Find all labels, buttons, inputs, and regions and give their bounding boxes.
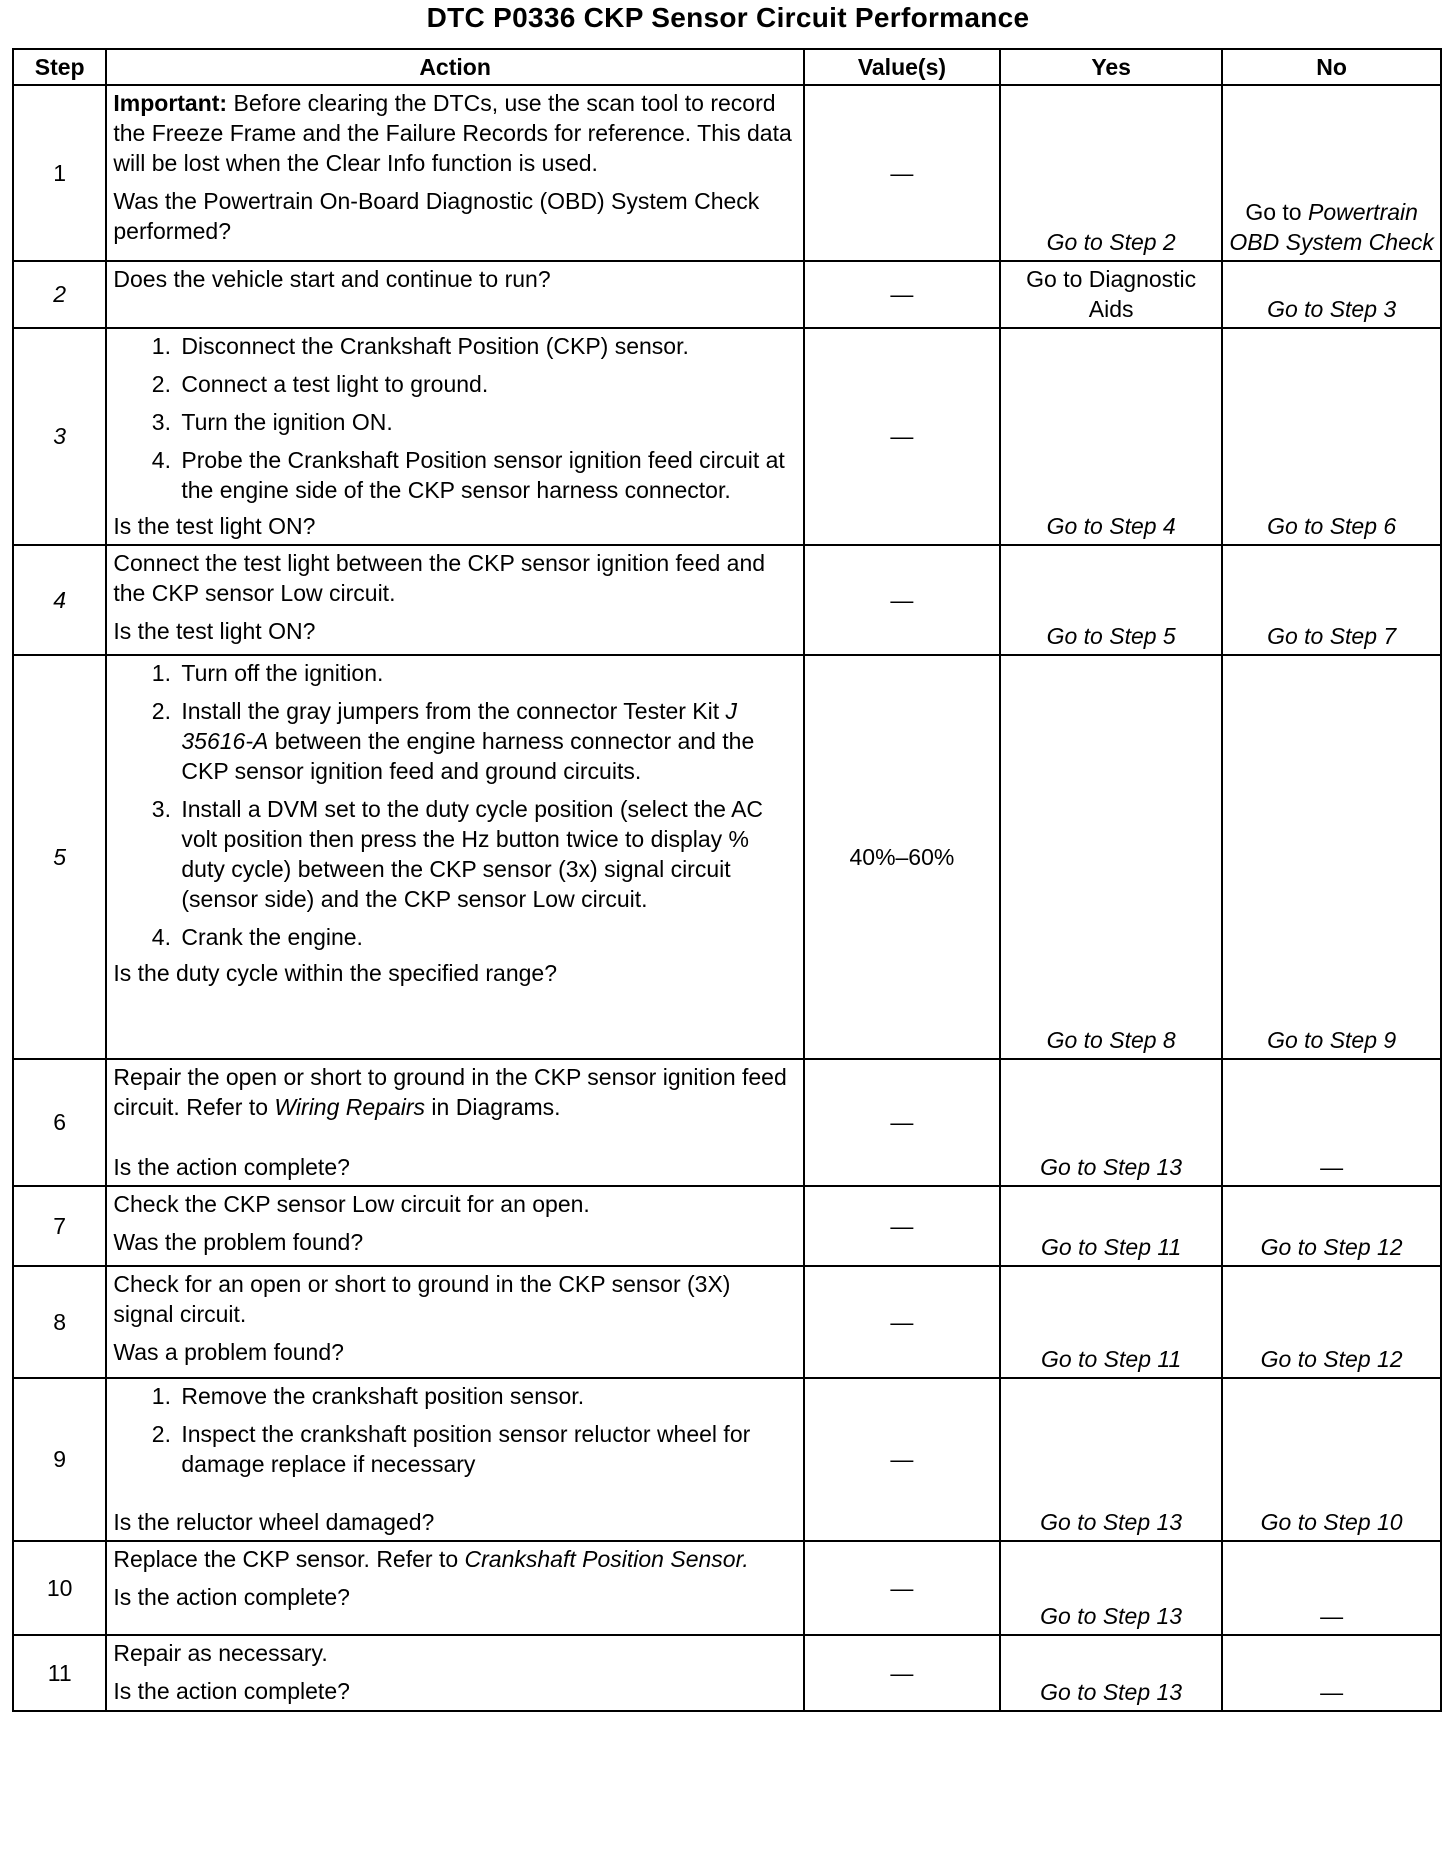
- step-number: 3: [13, 328, 106, 545]
- table-header-row: [13, 49, 1441, 85]
- step-number: 7: [13, 1186, 106, 1266]
- value-cell: —: [804, 1378, 1000, 1541]
- no-link[interactable]: Go to Step 9: [1222, 655, 1441, 1059]
- table-row: [13, 1541, 1441, 1635]
- step-number: 5: [13, 655, 106, 1059]
- step-number: 9: [13, 1378, 106, 1541]
- table-row: [13, 1266, 1441, 1378]
- step-number: 6: [13, 1059, 106, 1186]
- important-text: Before clearing the DTCs, use the scan tool to record the Freeze Frame and the Failure Records for reference. This data will be lost when the Clear Info function is used.: [113, 90, 792, 176]
- action-text: Check for an open or short to ground in the CKP sensor (3X) signal circuit.: [113, 1271, 731, 1327]
- step-number: 4: [13, 545, 106, 655]
- step-number: 2: [13, 261, 106, 328]
- action-cell: [106, 545, 803, 655]
- procedure-item-text: between the engine harness connector and the CKP sensor ignition feed and ground circuits.: [181, 728, 755, 784]
- procedure-list: [113, 331, 796, 505]
- important-note: [113, 88, 796, 178]
- no-link[interactable]: Go to Step 12: [1222, 1186, 1441, 1266]
- action-text: [113, 1062, 796, 1122]
- procedure-item: 1. Disconnect the Crankshaft Position (CKP) sensor.: [177, 331, 796, 361]
- no-link[interactable]: Go to Step 6: [1222, 328, 1441, 545]
- procedure-list: [113, 1381, 796, 1479]
- action-question: Is the duty cycle within the specified range?: [113, 960, 558, 986]
- procedure-item: [177, 696, 796, 786]
- action-text-part: in Diagrams.: [425, 1094, 561, 1120]
- no-cell: —: [1222, 1059, 1441, 1186]
- action-question: Is the action complete?: [113, 1154, 350, 1180]
- value-cell: —: [804, 328, 1000, 545]
- value-cell: 40%–60%: [804, 655, 1000, 1059]
- action-text: Check the CKP sensor Low circuit for an open.: [113, 1191, 590, 1217]
- procedure-item: 4. Probe the Crankshaft Position sensor ignition feed circuit at the engine side of the CKP sensor harness connector.: [177, 445, 796, 505]
- action-cell: [106, 1266, 803, 1378]
- yes-link[interactable]: Go to Step 5: [1000, 545, 1222, 655]
- table-row: [13, 1635, 1441, 1711]
- value-cell: —: [804, 1059, 1000, 1186]
- spacer: [113, 1130, 796, 1152]
- header-step: Step: [13, 49, 106, 85]
- yes-link[interactable]: Go to Step 4: [1000, 328, 1222, 545]
- procedure-item: 1. Remove the crankshaft position sensor.: [177, 1381, 796, 1411]
- action-question: Is the test light ON?: [113, 618, 316, 644]
- action-cell: [106, 85, 803, 261]
- action-question: Is the test light ON?: [113, 513, 316, 539]
- value-cell: —: [804, 1541, 1000, 1635]
- action-text: [113, 1544, 796, 1574]
- step-number: 10: [13, 1541, 106, 1635]
- no-link[interactable]: Go to Step 10: [1222, 1378, 1441, 1541]
- no-link[interactable]: Go to Step 12: [1222, 1266, 1441, 1378]
- yes-link[interactable]: Go to Step 13: [1000, 1541, 1222, 1635]
- action-question: Does the vehicle start and continue to run?: [113, 266, 551, 292]
- value-cell: —: [804, 1635, 1000, 1711]
- reference-link[interactable]: Crankshaft Position Sensor.: [464, 1546, 749, 1572]
- step-number: 11: [13, 1635, 106, 1711]
- table-row: [13, 85, 1441, 261]
- header-no: No: [1222, 49, 1441, 85]
- action-text-part: Replace the CKP sensor. Refer to: [113, 1546, 465, 1572]
- yes-link[interactable]: Go to Step 13: [1000, 1059, 1222, 1186]
- no-cell: —: [1222, 1635, 1441, 1711]
- action-cell: [106, 1059, 803, 1186]
- action-question: Is the action complete?: [113, 1678, 350, 1704]
- step-number: 8: [13, 1266, 106, 1378]
- action-cell: [106, 1186, 803, 1266]
- action-question: Was the problem found?: [113, 1229, 364, 1255]
- header-yes: Yes: [1000, 49, 1222, 85]
- no-link[interactable]: Go to Step 7: [1222, 545, 1441, 655]
- action-question: Is the reluctor wheel damaged?: [113, 1509, 435, 1535]
- procedure-item: 3. Turn the ignition ON.: [177, 407, 796, 437]
- procedure-item: 2. Connect a test light to ground.: [177, 369, 796, 399]
- table-row: [13, 545, 1441, 655]
- no-link-target: Powertrain OBD System Check: [1229, 199, 1434, 255]
- no-link[interactable]: Go to Step 3: [1222, 261, 1441, 328]
- value-cell: —: [804, 261, 1000, 328]
- yes-link[interactable]: Go to Step 13: [1000, 1635, 1222, 1711]
- no-link-prefix: Go to: [1245, 199, 1308, 225]
- yes-link[interactable]: Go to Step 11: [1000, 1266, 1222, 1378]
- value-cell: —: [804, 85, 1000, 261]
- action-question: Is the action complete?: [113, 1584, 350, 1610]
- action-question: Was the Powertrain On-Board Diagnostic (OBD) System Check performed?: [113, 188, 760, 244]
- table-row: [13, 655, 1441, 1059]
- no-link[interactable]: [1222, 85, 1441, 261]
- yes-link[interactable]: Go to Step 2: [1000, 85, 1222, 261]
- table-row: [13, 261, 1441, 328]
- action-cell: [106, 1378, 803, 1541]
- procedure-item-text: Install the gray jumpers from the connector Tester Kit: [181, 698, 726, 724]
- spacer: [113, 1485, 796, 1507]
- diagnostic-table: [12, 48, 1442, 1712]
- action-cell: [106, 1635, 803, 1711]
- action-text: Connect the test light between the CKP sensor ignition feed and the CKP sensor Low circuit.: [113, 550, 766, 606]
- table-row: [13, 1378, 1441, 1541]
- yes-link[interactable]: Go to Diagnostic Aids: [1000, 261, 1222, 328]
- action-cell: [106, 1541, 803, 1635]
- procedure-item: 1. Turn off the ignition.: [177, 658, 796, 688]
- no-cell: —: [1222, 1541, 1441, 1635]
- table-row: [13, 1059, 1441, 1186]
- important-label: Important:: [113, 90, 228, 116]
- value-cell: —: [804, 1186, 1000, 1266]
- header-action: Action: [106, 49, 803, 85]
- yes-link[interactable]: Go to Step 8: [1000, 655, 1222, 1059]
- action-cell: [106, 261, 803, 328]
- yes-link[interactable]: Go to Step 13: [1000, 1378, 1222, 1541]
- action-text-part: Repair the open or short to ground in the CKP sensor ignition feed circuit. Refer to: [113, 1064, 787, 1120]
- action-cell: [106, 328, 803, 545]
- procedure-list: [113, 658, 796, 952]
- table-row: [13, 1186, 1441, 1266]
- action-question: Was a problem found?: [113, 1339, 344, 1365]
- value-cell: —: [804, 1266, 1000, 1378]
- step-number: 1: [13, 85, 106, 261]
- procedure-item: 2. Inspect the crankshaft position sensor reluctor wheel for damage replace if necessary: [177, 1419, 796, 1479]
- action-cell: [106, 655, 803, 1059]
- header-values: Value(s): [804, 49, 1000, 85]
- reference-link[interactable]: Wiring Repairs: [274, 1094, 426, 1120]
- tool-reference: J 35616-A: [181, 698, 738, 754]
- procedure-item: 4. Crank the engine.: [177, 922, 796, 952]
- action-text: Repair as necessary.: [113, 1640, 328, 1666]
- page-title: DTC P0336 CKP Sensor Circuit Performance: [426, 2, 1030, 33]
- table-row: [13, 328, 1441, 545]
- procedure-item: 3. Install a DVM set to the duty cycle position (select the AC volt position then press the Hz button twice to display % duty cycle) between the CKP sensor (3x) signal circuit (sensor side) and the CKP sensor Low circuit.: [177, 794, 796, 914]
- value-cell: —: [804, 545, 1000, 655]
- yes-link[interactable]: Go to Step 11: [1000, 1186, 1222, 1266]
